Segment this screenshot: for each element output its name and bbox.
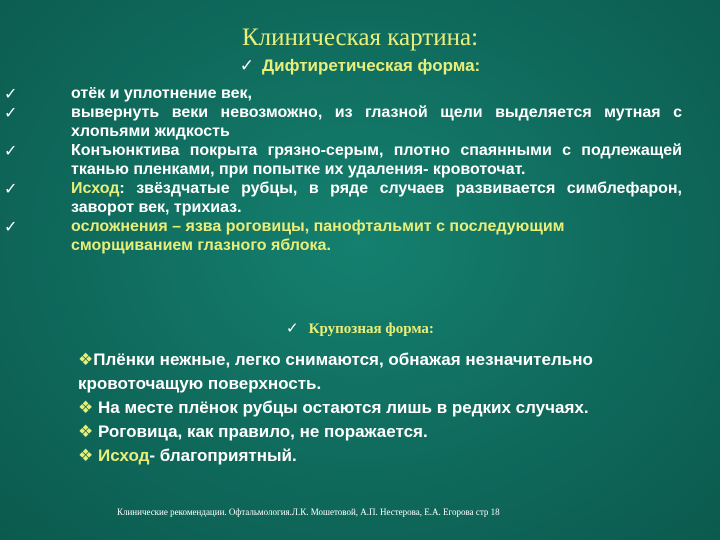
slide-title: Клиническая картина:	[241, 24, 479, 51]
symptom-list	[4, 84, 682, 255]
diamond-icon: ❖	[78, 422, 94, 442]
list-item	[4, 84, 682, 103]
subtitle-croupous	[0, 319, 720, 338]
list-item-text: Конъюнктива покрыта грязно-серым, плотно спаянными с подлежащей тканью пленками, при попытке их удаления- кровоточат.	[71, 142, 682, 178]
list-item-text: отёк и уплотнение век,	[71, 85, 252, 102]
footer-citation: Клинические рекомендации. Офтальмология.Л.К. Мошетовой, А.П. Нестерова, Е.А. Егорова стр 18	[117, 507, 500, 517]
list-item	[78, 420, 618, 444]
list-item	[4, 179, 682, 217]
list-item	[4, 103, 682, 141]
list-item-text: осложнения – язва роговицы, панофтальмит с последующим сморщиванием глазного яблока.	[71, 218, 565, 254]
check-icon: ✓	[286, 319, 299, 337]
check-icon: ✓	[4, 179, 18, 198]
list-item	[78, 396, 618, 420]
list-item	[4, 217, 682, 255]
list-item-text: Плёнки нежные, легко снимаются, обнажая незначительно кровоточащую поверхность.	[78, 350, 593, 393]
check-icon: ✓	[239, 56, 255, 76]
list-item	[78, 348, 618, 396]
list-item-text: - благоприятный.	[149, 446, 297, 465]
diamond-icon: ❖	[78, 350, 94, 370]
list-item-text: На месте плёнок рубцы остаются лишь в редких случаях.	[97, 398, 589, 417]
subtitle-text: Дифтиретическая форма:	[262, 56, 481, 75]
subtitle2-text: Крупозная форма:	[308, 321, 434, 337]
subtitle-diphtheritic	[0, 56, 720, 76]
check-icon: ✓	[4, 141, 18, 160]
diamond-icon: ❖	[78, 398, 94, 418]
diamond-icon: ❖	[78, 446, 94, 466]
list-item	[78, 444, 618, 468]
check-icon: ✓	[4, 84, 18, 103]
outcome-label: Исход	[97, 446, 150, 465]
check-icon: ✓	[4, 103, 18, 122]
list-item-text: вывернуть веки невозможно, из глазной щели выделяется мутная с хлопьями жидкость	[71, 104, 682, 140]
list-item	[4, 141, 682, 179]
list-item-text: Роговица, как правило, не поражается.	[97, 422, 428, 441]
croupous-list	[78, 348, 618, 468]
check-icon: ✓	[4, 217, 18, 236]
outcome-label: Исход	[71, 180, 120, 197]
list-item-text: : звёздчатые рубцы, в ряде случаев развивается симблефарон, заворот век, трихиаз.	[71, 180, 682, 216]
